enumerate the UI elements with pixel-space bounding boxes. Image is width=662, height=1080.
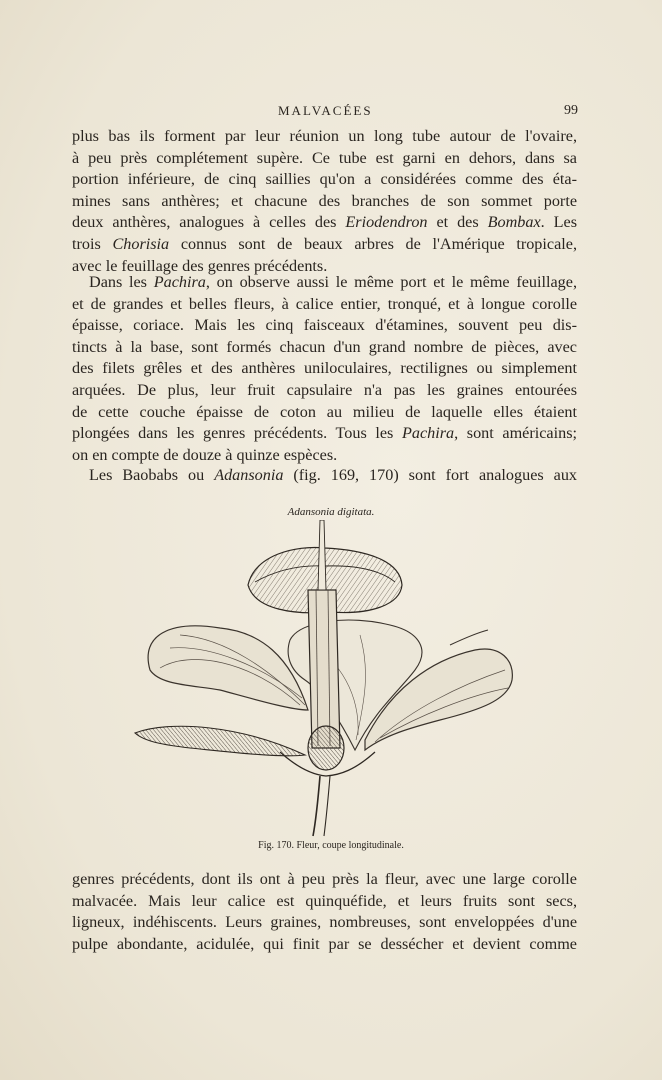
page-number: 99 (564, 103, 578, 118)
text-line: épaisse, coriace. Mais les cinq faisceaux d'étamines, souvent peu dis- (72, 316, 577, 335)
text-line: plongées dans les genres précédents. Tous les Pachira, sont américains; (72, 424, 577, 443)
running-head (0, 103, 662, 123)
figure-title: Adansonia digitata. (287, 506, 375, 518)
text-line: on en compte de douze à quinze espèces. (72, 445, 338, 464)
paragraph-2 (72, 272, 577, 466)
paragraph-4 (72, 869, 577, 955)
text-line: Dans les Pachira, on observe aussi le même port et le même feuillage, (89, 273, 578, 291)
text-line: plus bas ils forment par leur réunion un long tube autour de l'ovaire, (72, 127, 577, 145)
text-line: Les Baobabs ou Adansonia (fig. 169, 170) sont fort analogues aux (89, 466, 578, 484)
text-line: malvacée. Mais leur calice est quinquéfide, et leurs fruits sont secs, (72, 891, 577, 910)
text-line: mines sans anthères; et chacune des branches de son sommet porte (72, 191, 577, 210)
text-line: arquées. De plus, leur fruit capsulaire n'a pas les graines entourées (72, 380, 577, 399)
text-line: à peu près complétement supère. Ce tube est garni en dehors, dans sa (72, 148, 577, 167)
text-line: portion inférieure, de cinq saillies qu'on a considérées comme des éta- (72, 170, 577, 189)
text-line: de cette couche épaisse de coton au milieu de laquelle elles étaient (72, 402, 577, 421)
adansonia-flower-illustration (130, 520, 520, 838)
paragraph-1 (72, 126, 577, 277)
text-line: genres précédents, dont ils ont à peu près la fleur, avec une large corolle (72, 870, 577, 888)
text-line: des filets grêles et des anthères uniloculaires, rectilignes ou simplement (72, 359, 577, 378)
text-line: deux anthères, analogues à celles des Eriodendron et des Bombax. Les (72, 213, 578, 232)
text-line: pulpe abondante, acidulée, qui finit par se dessécher et devient comme (72, 934, 577, 953)
running-title: MALVACÉES (278, 103, 373, 118)
text-line: avec le feuillage des genres précédents. (72, 256, 328, 275)
text-line: trois Chorisia connus sont de beaux arbres de l'Amérique tropicale, (72, 234, 577, 253)
text-line: ligneux, indéhiscents. Leurs graines, nombreuses, sont enveloppées d'une (72, 913, 577, 932)
text-line: tincts à la base, sont formés chacun d'un grand nombre de pièces, avec (72, 337, 577, 356)
paragraph-3 (72, 465, 577, 487)
text-line: et de grandes et belles fleurs, à calice entier, tronqué, et à longue corolle (72, 294, 577, 313)
figure-caption: Fig. 170. Fleur, coupe longitudinale. (258, 840, 404, 851)
